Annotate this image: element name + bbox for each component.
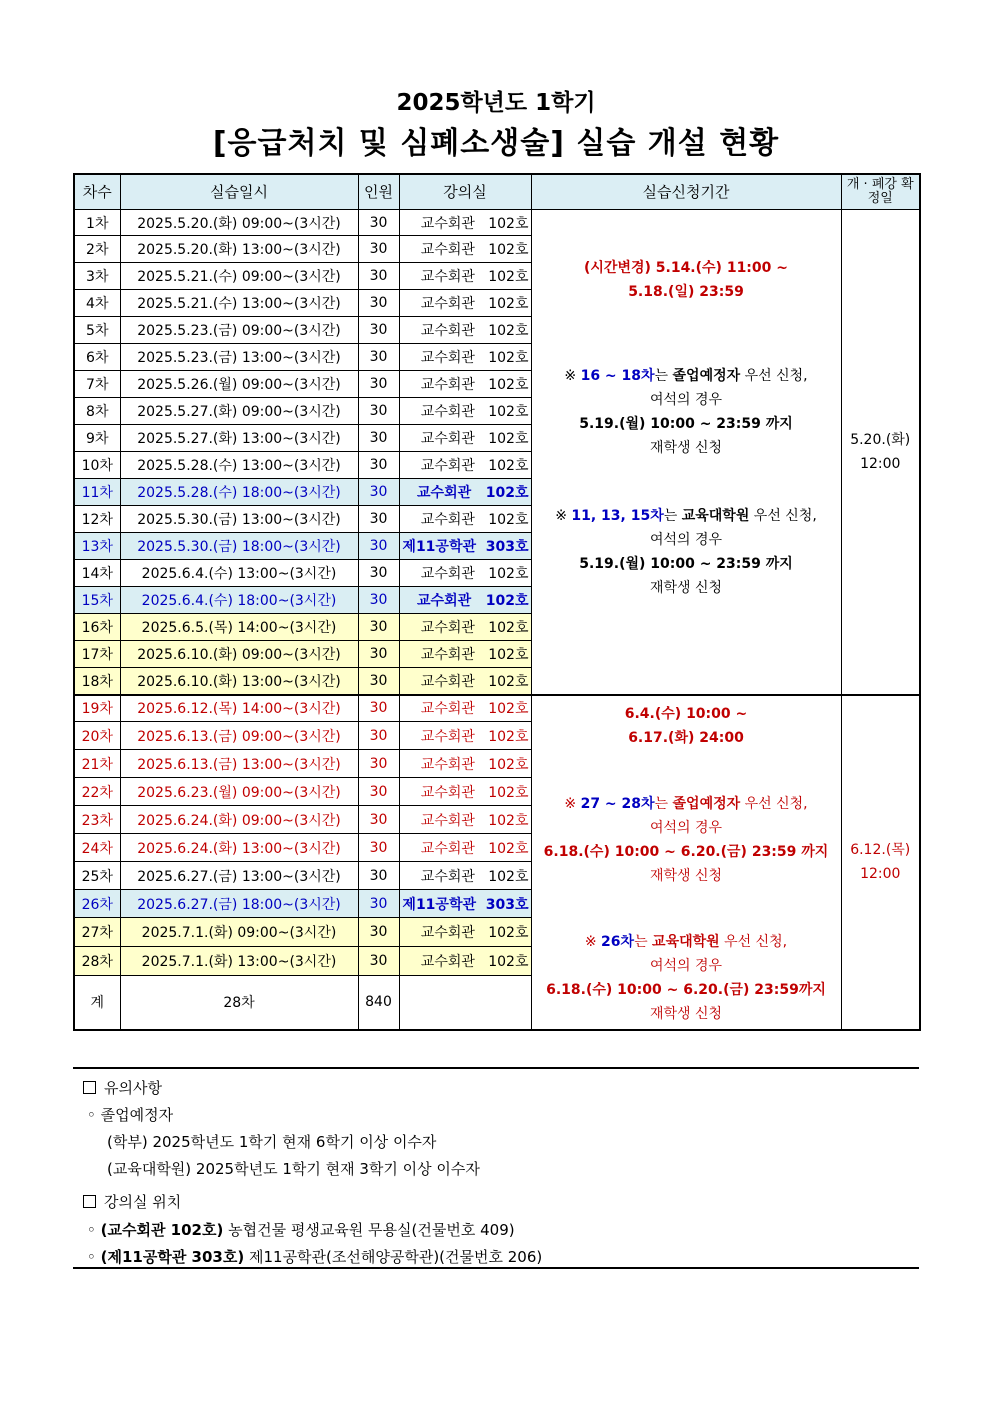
session-number: 22차 [74,778,120,806]
session-room: 교수회관 102호 [399,918,531,947]
session-datetime: 2025.5.30.(금) 18:00~(3시간) [120,533,358,560]
session-room: 교수회관 102호 [399,210,531,236]
session-number: 9차 [74,425,120,452]
session-room: 교수회관 102호 [399,722,531,750]
session-number: 10차 [74,452,120,479]
confirm-date-cell: 6.12.(목) 12:00 [841,695,920,1030]
session-capacity: 30 [358,918,399,947]
session-capacity: 30 [358,236,399,263]
session-room: 교수회관 102호 [399,695,531,722]
session-datetime: 2025.7.1.(화) 09:00~(3시간) [120,918,358,947]
session-number: 20차 [74,722,120,750]
notes-heading: 유의사항 [83,1077,162,1098]
session-datetime: 2025.6.10.(화) 13:00~(3시간) [120,668,358,695]
header-capacity: 인원 [358,174,399,210]
session-room: 교수회관 102호 [399,587,531,614]
session-capacity: 30 [358,533,399,560]
page-subtitle: [응급처치 및 심폐소생술] 실습 개설 현황 [212,126,780,161]
session-room: 제11공학관 303호 [399,533,531,560]
session-room: 교수회관 102호 [399,236,531,263]
session-room: 교수회관 102호 [399,862,531,890]
session-room: 교수회관 102호 [399,398,531,425]
session-capacity: 30 [358,834,399,862]
session-number: 28차 [74,947,120,976]
session-number: 14차 [74,560,120,587]
session-datetime: 2025.6.10.(화) 09:00~(3시간) [120,641,358,668]
session-room: 교수회관 102호 [399,317,531,344]
session-capacity: 30 [358,452,399,479]
checkbox-square-icon [83,1081,96,1094]
session-datetime: 2025.5.30.(금) 13:00~(3시간) [120,506,358,533]
session-capacity: 30 [358,317,399,344]
session-room: 교수회관 102호 [399,371,531,398]
session-number: 27차 [74,918,120,947]
session-datetime: 2025.5.27.(화) 13:00~(3시간) [120,425,358,452]
header-no: 차수 [74,174,120,210]
session-datetime: 2025.5.27.(화) 09:00~(3시간) [120,398,358,425]
session-datetime: 2025.5.26.(월) 09:00~(3시간) [120,371,358,398]
session-datetime: 2025.7.1.(화) 13:00~(3시간) [120,947,358,976]
location-line: ◦ (제11공학관 303호) 제11공학관(조선해양공학관)(건물번호 206) [87,1248,543,1266]
session-capacity: 30 [358,778,399,806]
notes-line: (학부) 2025학년도 1학기 현재 6학기 이상 이수자 [107,1133,437,1151]
session-room: 교수회관 102호 [399,290,531,317]
session-number: 15차 [74,587,120,614]
session-number: 7차 [74,371,120,398]
session-room: 교수회관 102호 [399,263,531,290]
session-number: 13차 [74,533,120,560]
session-number: 6차 [74,344,120,371]
session-room: 교수회관 102호 [399,947,531,976]
session-number: 4차 [74,290,120,317]
schedule-table [73,173,921,1031]
session-number: 8차 [74,398,120,425]
session-number: 1차 [74,210,120,236]
session-room: 교수회관 102호 [399,750,531,778]
header-room: 강의실 [399,174,531,210]
header-date: 실습일시 [120,174,358,210]
session-room: 교수회관 102호 [399,425,531,452]
session-capacity: 30 [358,614,399,641]
session-capacity: 30 [358,398,399,425]
session-number: 26차 [74,890,120,918]
checkbox-square-icon [83,1195,96,1208]
notes-section [73,1067,919,1269]
total-room-empty [399,976,531,1030]
session-datetime: 2025.5.20.(화) 13:00~(3시간) [120,236,358,263]
application-period-cell: (시간변경) 5.14.(수) 11:00 ~ 5.18.(일) 23:59 ※ 16 ~ 18차는 졸업예정자 우선 신청, 여석의 경우 5.19.(월) 10:00 ~ 23:59 까지 재학생 신청 ※ 11, 13, 15차는 교육대학원 우선 신청, 여석의 경우 5.19.(월) 10:00 ~ 23:59 까지 재학생 신청 [531,210,841,695]
location-heading: 강의실 위치 [83,1191,181,1212]
session-number: 16차 [74,614,120,641]
session-datetime: 2025.6.13.(금) 09:00~(3시간) [120,722,358,750]
session-capacity: 30 [358,722,399,750]
table-header [74,174,920,210]
session-number: 23차 [74,806,120,834]
session-capacity: 30 [358,479,399,506]
session-datetime: 2025.6.23.(월) 09:00~(3시간) [120,778,358,806]
session-number: 18차 [74,668,120,695]
session-capacity: 30 [358,750,399,778]
session-datetime: 2025.6.4.(수) 13:00~(3시간) [120,560,358,587]
confirm-date-cell: 5.20.(화) 12:00 [841,210,920,695]
session-number: 3차 [74,263,120,290]
page-title: 2025학년도 1학기 [396,90,596,116]
session-capacity: 30 [358,210,399,236]
session-number: 11차 [74,479,120,506]
table-row [74,210,920,236]
session-capacity: 30 [358,641,399,668]
session-datetime: 2025.5.28.(수) 18:00~(3시간) [120,479,358,506]
session-datetime: 2025.6.13.(금) 13:00~(3시간) [120,750,358,778]
session-room: 제11공학관 303호 [399,890,531,918]
session-capacity: 30 [358,560,399,587]
session-number: 25차 [74,862,120,890]
session-room: 교수회관 102호 [399,344,531,371]
session-capacity: 30 [358,890,399,918]
session-room: 교수회관 102호 [399,452,531,479]
session-room: 교수회관 102호 [399,479,531,506]
session-capacity: 30 [358,371,399,398]
session-number: 17차 [74,641,120,668]
session-room: 교수회관 102호 [399,641,531,668]
session-capacity: 30 [358,425,399,452]
session-number: 12차 [74,506,120,533]
session-room: 교수회관 102호 [399,560,531,587]
notes-line: ◦ 졸업예정자 [87,1106,174,1124]
session-datetime: 2025.5.23.(금) 09:00~(3시간) [120,317,358,344]
session-room: 교수회관 102호 [399,806,531,834]
session-datetime: 2025.6.4.(수) 18:00~(3시간) [120,587,358,614]
session-datetime: 2025.5.28.(수) 13:00~(3시간) [120,452,358,479]
session-capacity: 30 [358,668,399,695]
session-room: 교수회관 102호 [399,778,531,806]
application-period-cell: 6.4.(수) 10:00 ~ 6.17.(화) 24:00 ※ 27 ~ 28차는 졸업예정자 우선 신청, 여석의 경우 6.18.(수) 10:00 ~ 6.20.(금) 23:59 까지 재학생 신청 ※ 26차는 교육대학원 우선 신청, 여석의 경우 6.18.(수) 10:00 ~ 6.20.(금) 23:59까지 재학생 신청 [531,695,841,1030]
total-capacity: 840 [358,976,399,1030]
session-capacity: 30 [358,695,399,722]
session-datetime: 2025.5.21.(수) 13:00~(3시간) [120,290,358,317]
session-room: 교수회관 102호 [399,834,531,862]
session-capacity: 30 [358,263,399,290]
notes-line: (교육대학원) 2025학년도 1학기 현재 3학기 이상 이수자 [107,1160,480,1178]
session-room: 교수회관 102호 [399,506,531,533]
session-datetime: 2025.6.5.(목) 14:00~(3시간) [120,614,358,641]
session-number: 21차 [74,750,120,778]
total-sessions: 28차 [120,976,358,1030]
session-capacity: 30 [358,587,399,614]
session-number: 24차 [74,834,120,862]
header-confirm: 개 · 폐강 확정일 [841,174,920,210]
session-datetime: 2025.6.27.(금) 13:00~(3시간) [120,862,358,890]
session-number: 19차 [74,695,120,722]
session-capacity: 30 [358,344,399,371]
session-number: 2차 [74,236,120,263]
session-datetime: 2025.5.21.(수) 09:00~(3시간) [120,263,358,290]
session-capacity: 30 [358,862,399,890]
session-datetime: 2025.6.27.(금) 18:00~(3시간) [120,890,358,918]
session-number: 5차 [74,317,120,344]
header-period: 실습신청기간 [531,174,841,210]
session-capacity: 30 [358,506,399,533]
session-datetime: 2025.6.24.(화) 09:00~(3시간) [120,806,358,834]
session-datetime: 2025.5.23.(금) 13:00~(3시간) [120,344,358,371]
session-room: 교수회관 102호 [399,614,531,641]
session-datetime: 2025.5.20.(화) 09:00~(3시간) [120,210,358,236]
location-line: ◦ (교수회관 102호) 농협건물 평생교육원 무용실(건물번호 409) [87,1221,515,1239]
table-row [74,695,920,722]
session-capacity: 30 [358,947,399,976]
session-capacity: 30 [358,806,399,834]
session-datetime: 2025.6.24.(화) 13:00~(3시간) [120,834,358,862]
session-room: 교수회관 102호 [399,668,531,695]
total-label: 계 [74,976,120,1030]
session-capacity: 30 [358,290,399,317]
session-datetime: 2025.6.12.(목) 14:00~(3시간) [120,695,358,722]
